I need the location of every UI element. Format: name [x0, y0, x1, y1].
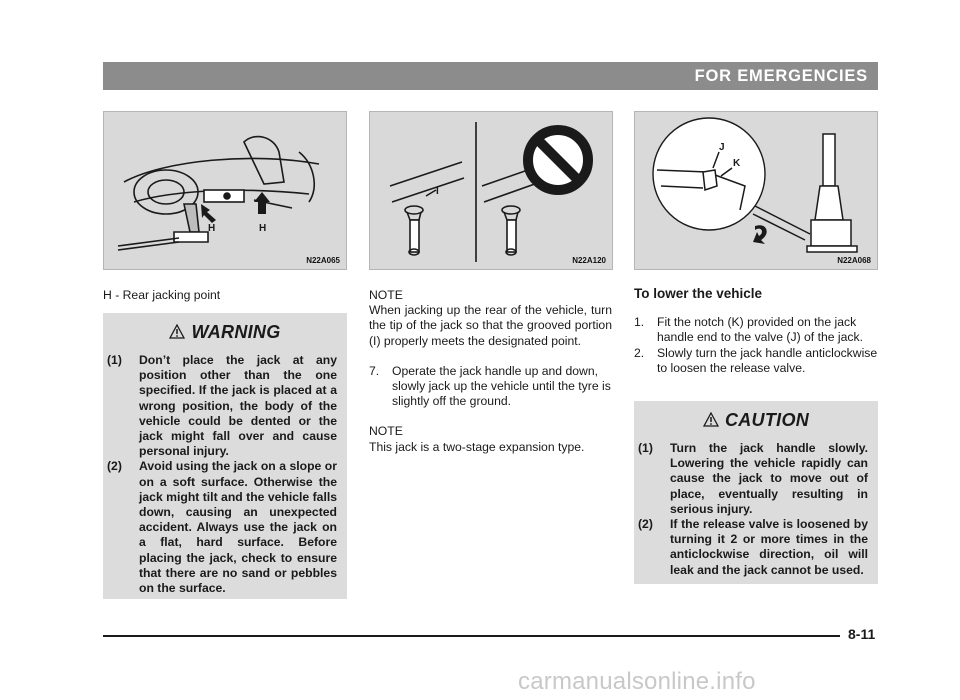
- note-label: NOTE: [369, 288, 403, 302]
- jack-tip-illustration: [370, 112, 612, 269]
- prohibited-icon: [528, 130, 588, 190]
- figure-label-j: J: [719, 142, 725, 153]
- release-valve-illustration: [635, 112, 877, 269]
- caution-item-text: If the release valve is loosened by turning it 2 or more times in the anticlockwise direction, oil will leak and the jack cannot be used.: [670, 517, 868, 577]
- figure-code: N22A068: [837, 256, 871, 265]
- step-number: 1.: [634, 315, 645, 330]
- footer-rule: [103, 635, 840, 637]
- step-number: 2.: [634, 345, 645, 360]
- step-7: [369, 364, 612, 410]
- step-text: Fit the notch (K) provided on the jack handle end to the valve (J) of the jack.: [657, 315, 863, 345]
- column-left: [103, 288, 347, 303]
- caution-title: CAUTION: [724, 410, 810, 430]
- figure-jack-tip-orientation: [369, 111, 613, 270]
- lower-step: [634, 346, 878, 376]
- caution-header: [634, 401, 878, 438]
- figure-label-k: K: [733, 158, 741, 169]
- figure-label-i: I: [436, 186, 439, 197]
- warning-item: [107, 459, 337, 596]
- warning-item-number: (2): [107, 459, 122, 474]
- figure-label-h-left: H: [208, 223, 216, 234]
- note-label: NOTE: [369, 424, 403, 439]
- warning-header: [103, 313, 347, 350]
- warning-title: WARNING: [191, 322, 281, 342]
- step-number: 7.: [369, 363, 380, 378]
- figure-release-valve: [634, 111, 878, 270]
- column-right: [634, 286, 878, 376]
- warning-item-number: (1): [107, 353, 122, 367]
- arrow-icon-h-left: [201, 204, 216, 223]
- caution-item-text: Turn the jack handle slowly. Lowering the vehicle rapidly can cause the jack to move out of place, eventually resulting in serious injury.: [670, 441, 868, 516]
- note-text: This jack is a two-stage expansion type.: [369, 439, 585, 454]
- warning-item-text: Don’t place the jack at any position other than the one specified. If the jack is placed at a wrong position, the body of the vehicle could be dented or the jack might fall over and cause personal injury.: [139, 353, 337, 459]
- caution-triangle-icon: [703, 412, 719, 427]
- caution-box: [634, 401, 878, 584]
- figure-code: N22A065: [306, 256, 340, 265]
- caution-item-number: (1): [638, 441, 653, 455]
- section-heading: To lower the vehicle: [634, 286, 763, 301]
- warning-triangle-icon: [169, 324, 185, 339]
- step-text: Operate the jack handle up and down, slowly jack up the vehicle until the tyre is slightly off the ground.: [392, 363, 611, 409]
- jacking-point-illustration: [104, 112, 346, 269]
- page-number: 8-11: [848, 626, 876, 642]
- warning-item-text: Avoid using the jack on a slope or on a soft surface. Otherwise the jack might tilt and the vehicle falls down, causing an unexpected accident. Always use the jack on a flat, hard surface. Before placing the jack, check to ensure that there are no sand or pebbles on the surface.: [139, 459, 337, 596]
- step-text: Slowly turn the jack handle anticlockwise to loosen the release valve.: [657, 345, 878, 375]
- rotate-arrow-icon: [753, 225, 767, 244]
- lower-step: [634, 315, 878, 345]
- figure-label-h-right: H: [259, 223, 267, 234]
- column-middle: [369, 288, 612, 455]
- section-header-bar: [103, 62, 878, 90]
- caution-item: [638, 441, 868, 517]
- caution-item: [638, 517, 868, 578]
- watermark: carmanualsonline.info: [518, 668, 756, 695]
- section-title: FOR EMERGENCIES: [694, 67, 868, 85]
- figure-legend: H - Rear jacking point: [103, 288, 221, 302]
- warning-item: [107, 353, 337, 459]
- note-text: When jacking up the rear of the vehicle, turn the tip of the jack so that the grooved portion (I) properly meets the designated point.: [369, 303, 612, 348]
- figure-code: N22A120: [572, 256, 606, 265]
- figure-rear-jacking-point: [103, 111, 347, 270]
- caution-item-number: (2): [638, 517, 653, 532]
- warning-box: [103, 313, 347, 599]
